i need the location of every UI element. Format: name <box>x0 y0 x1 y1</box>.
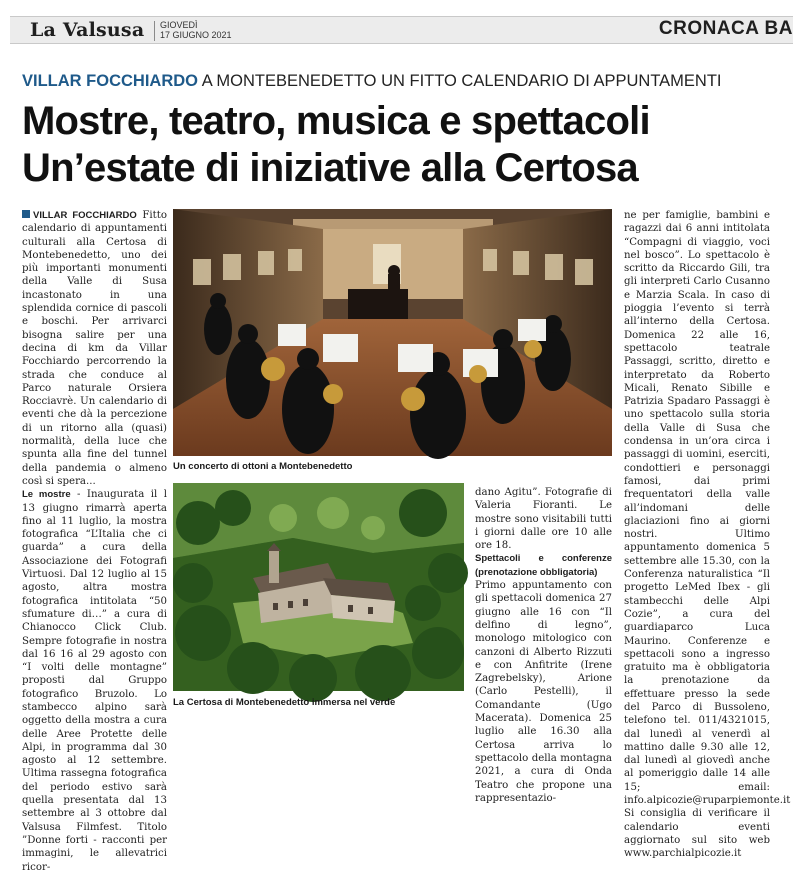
kicker-text-value: A MONTEBENEDETTO UN FITTO CALENDARIO DI APPUNTAMENTI <box>201 72 722 90</box>
column-1-paragraph-1 <box>22 209 167 488</box>
dateline: VILLAR FOCCHIARDO <box>33 210 137 221</box>
issue-date <box>160 20 232 40</box>
photo-certosa-caption: La Certosa di Montebenedetto immersa nel verde <box>173 697 396 708</box>
issue-full-date: 17 GIUGNO 2021 <box>160 30 232 40</box>
photo-brass-concert <box>173 209 612 456</box>
article-column-3 <box>624 209 791 860</box>
subheading-spettacoli: Spettacoli e conferenze (prenotazione obbligatoria) <box>475 553 612 578</box>
photo-certosa-landscape <box>173 483 464 691</box>
article-column-2 <box>475 486 612 804</box>
headline-line-2: Un’estate di iniziative alla Certosa <box>22 146 638 190</box>
header-divider <box>154 21 155 41</box>
article-headline <box>22 98 782 192</box>
section-title: CRONACA BA <box>658 18 793 39</box>
newspaper-header-bar <box>10 16 793 44</box>
subheading-mostre: Le mostre <box>22 489 71 501</box>
masthead: La Valsusa <box>30 19 145 41</box>
headline-line-1: Mostre, teatro, musica e spettacoli <box>22 99 650 143</box>
article-kicker <box>22 72 722 91</box>
issue-day: GIOVEDÌ <box>160 20 198 30</box>
article-column-1 <box>22 209 167 873</box>
column-3-paragraph-1: ne per famiglie, bambini e ragazzi dai 6 anni intitolata “Compagni di viaggio, voci nel bosco”. Lo spettacolo è scritto da Riccardo Gili, tra gli interpreti Carlo Cusanno e Marzia Scala. In caso di pioggia l’evento si terrà all’interno della Certosa. Domenica 22 alle 16, spettacolo teatrale Passaggi, scritto, diretto e interpretato da Roberto Micali, Renato Sibille e Patrizia Spadaro Passaggi è uno spettacolo sulla storia della Valle di Susa che condensa in un’ora circa i passaggi di uomini, eserciti, condottieri e personaggi famosi, dai primi frequentatori della valle all’indomani delle glaciazioni fino ai giorni nostri. Ultimo appuntamento domenica 5 settembre alle 15.30, con la Conferenza naturalistica “Il progetto LeMed Ibex - gli stambecchi delle Alpi Cozie”, a cura del guardiaparco Luca Maurino. Conferenze e spettacoli sono a ingresso gratuito ma è obbligatoria la prenotazione da effettuare presso la sede del Parco di Bussoleno, telefono tel. 011/4321015, dal lunedì al venerdì al mattino dalle 9.30 alle 12, dal lunedì al giovedì anche al pomeriggio dalle 14 alle 15; email: info.alpicozie@ruparpiemonte.it Si consiglia di verificare il calendario eventi aggiornato sul sito web www.parchialpicozie.it <box>624 210 791 860</box>
kicker-location: VILLAR FOCCHIARDO <box>22 72 198 90</box>
mostre-text: - Inaugurata il l 13 giugno rimarrà aperta fino al 11 luglio, la mostra fotografica “L’Italia che ci guarda” a cura della Associazione dei Fotografi Virtuosi. Dal 12 luglio al 15 agosto, altra mostra fotografica intitolata “50 sfumature di…” a cura di Chianocco Click Club. Sempre fotografie in nostra dal 16 16 al 29 agosto con “I volti delle montagne” proposti dal Gruppo fotografico Bruzolo. Lo stambecco alpino sarà oggetto della mostra a cura delle Aree Protette delle Alpi, in programma dal 30 agosto al 12 settembre. Ultima rassegna fotografica del periodo estivo sarà quella presentata dal 13 settembre al 3 ottobre dal Valsusa Filmfest. Titolo ”Donne forti - racconti per immagini, le allevatrici ricor- <box>22 489 167 873</box>
intro-text: Fitto calendario di appuntamenti culturali alla Certosa di Montebenedetto, uno dei più importanti monumenti della Valle di Susa incastonato in una splendida cornice di pascoli e boschi. Per arrivarci bisogna salire per una decina di km da Villar Focchiardo percorrendo la strada che conduce al Parco naturale Orsiera Rocciavrè. Un calendario di eventi che dà la percezione di un ritorno alla (quasi) normalità, della luce che spunta alla fine del tunnel della pandemia o almeno così si spera... <box>22 210 167 487</box>
section-marker-icon <box>22 210 30 218</box>
photo-brass-concert-caption: Un concerto di ottoni a Montebenedetto <box>173 461 353 472</box>
column-2-paragraph-2: Primo appuntamento con gli spettacoli domenica 27 giugno alle 16 con “Il delfino di legno”, monologo mitologico con canzoni di Alberto Rizzuti e con Anfitrite (Irene Zagrebelsky), Arione (Carlo Pestelli), il Comandante (Ugo Macerata). Domenica 25 luglio alle 16.30 alla Certosa arriva lo spettacolo della montagna 2021, a cura di Onda Teatro che propone una rappresentazio- <box>475 580 612 804</box>
column-2-paragraph-1: dano Agitu”. Fotografie di Valeria Fioranti. Le mostre sono visitabili tutti i giorni dalle ore 10 alle ore 18. <box>475 487 612 552</box>
kicker-text <box>202 72 722 90</box>
column-1-paragraph-2 <box>22 488 167 874</box>
